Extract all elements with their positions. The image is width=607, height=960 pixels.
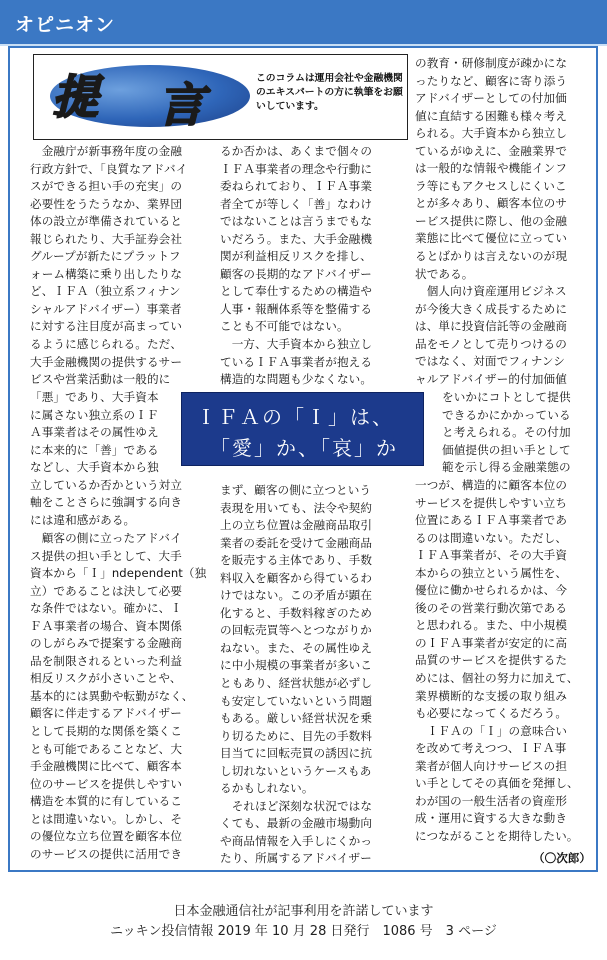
column-1-top (30, 143, 215, 389)
text-line: も安定していないという問題 (220, 693, 373, 708)
text-line: ているがゆえに、金融業界で (415, 143, 568, 158)
text-line: 軸をことさらに強調する向き (30, 495, 183, 510)
text-line: とも可能であることなど、大 (30, 741, 183, 756)
text-line: ったりなど、顧客に寄り添う (415, 73, 568, 88)
text-line: と思われる。また、中小規模 (415, 618, 568, 633)
text-line: 大手金融機関の提供するサー (30, 354, 183, 369)
text-line: り切るために、目先の手数料 (220, 728, 373, 743)
text-line: も必要になってくるだろう。 (415, 706, 568, 721)
column-3-bottom (415, 477, 579, 845)
text-line: につながることを期待したい。 (415, 828, 579, 843)
text-line: 品を制限されるといった利益 (30, 653, 183, 668)
text-line: ているＩＦＡ事業者が抱える (220, 354, 373, 369)
text-line: には違和感がある。 (30, 512, 136, 527)
text-line: それほど深刻な状況ではな (220, 798, 373, 813)
text-line: わが国の一般生活者の資産形 (415, 793, 568, 808)
text-line: 構造を本質的に有しているこ (30, 794, 183, 809)
text-line: の回転売買等へとつながりか (220, 623, 372, 638)
text-line: 「悪」であり、大手資本 (30, 390, 159, 404)
text-line: るように感じられる。ただ、 (30, 337, 183, 352)
text-line: 優位に働かせられるかは、今 (415, 583, 568, 598)
text-line: として長期的な関係を築くこ (30, 724, 183, 739)
text-line: ＩＦＡ事業者の理念や行動に (220, 161, 373, 176)
pull-quote-line-1: ＩＦＡの「Ｉ」は、 (196, 405, 394, 429)
text-line: や商品情報を入手しにくかっ (220, 833, 373, 848)
text-line: アドバイザーとしての付加価 (415, 91, 567, 106)
text-line: るのは間違いない。ただし、 (415, 530, 568, 545)
footer-publication-info: ニッキン投信情報 2019 年 10 月 28 日発行 1086 号 3 ページ (110, 924, 497, 939)
banner-kanji-left: 提 (52, 70, 98, 124)
text-line: として奉仕するための構造や (220, 284, 373, 299)
text-line: 一つが、構造的に顧客本位の (415, 478, 568, 492)
text-line: に本来的に「善」である (30, 442, 159, 457)
author-signature: （〇次郎） (533, 851, 591, 865)
text-line: 人事・報酬体系等を整備する (220, 301, 373, 316)
text-line: るか否かは、あくまで個々の (220, 144, 373, 158)
text-line: 行政方針で、「良質なアドバイ (30, 161, 188, 176)
text-line: ＩＦＡ事業者が、その大手資 (415, 548, 568, 563)
text-line: スができる担い手の充実」の (30, 179, 183, 194)
text-line: 後のその営業行動次第である (415, 600, 568, 615)
column-1-mid (30, 389, 182, 529)
column-banner (33, 54, 408, 140)
section-header (0, 0, 607, 46)
text-line: 委ねられており、ＩＦＡ事業 (220, 179, 373, 194)
text-line: のしがらみで提案する金融商 (30, 636, 183, 651)
text-line: 資本から「Ｉ」ndependent（独 (30, 566, 207, 581)
column-3-top (415, 55, 590, 388)
text-line: の教育・研修制度が疎かにな (415, 56, 568, 70)
text-line: グループが新たにプラットフ (30, 249, 181, 264)
column-2-top (220, 143, 372, 389)
text-line: のＩＦＡ事業者が安定的に高 (415, 635, 568, 650)
column-2-bottom (220, 482, 372, 868)
text-line: 顧客の長期的なアドバイザー (220, 266, 372, 281)
text-line: 位のサービスを提供しやすい (30, 776, 183, 791)
text-line: ービス提供に際し、他の金融 (415, 213, 568, 228)
text-line: 関が利益相反リスクを排し、 (220, 249, 372, 264)
pull-quote-box (181, 392, 424, 466)
text-line: 値に直結する困難も様々考え (415, 108, 568, 123)
text-line: し切れないというケースもあ (220, 763, 372, 778)
text-line: の優位な立ち位置を顧客本位 (30, 829, 183, 844)
text-line: 構造的な問題も少なくない。 (220, 372, 373, 387)
text-line: に中小規模の事業者が多いこ (220, 658, 373, 673)
text-line: 体の設立が準備されていると (30, 214, 183, 229)
text-line: 表現を用いても、法令や契約 (220, 500, 373, 515)
text-line: 本からの独立という属性を、 (415, 565, 568, 580)
text-line: もある。厳しい経営状況を乗 (220, 711, 373, 726)
text-line: 位置にあるＩＦＡ事業者であ (415, 513, 568, 528)
text-line: たり、所属するアドバイザー (220, 851, 372, 866)
text-line: な条件ではない。確かに、Ｉ (30, 601, 183, 616)
text-line: と考えられる。その付加 (442, 425, 571, 440)
banner-note: このコラムは運用会社や金融機関のエキスパートの方に執筆をお願いしています。 (256, 73, 403, 112)
column-3-mid (442, 389, 571, 477)
text-line: い手としてその真価を発揮し、 (415, 776, 579, 791)
text-line: 手金融機関に比べて、顧客本 (30, 759, 182, 774)
text-line: サービスを提供しやすい立ち (415, 495, 568, 510)
text-line: くても、最新の金融市場動向 (220, 816, 373, 831)
text-line: 業者が個人向けサービスの担 (415, 758, 568, 773)
text-line: を販売する主体であり、手数 (220, 553, 373, 568)
text-line: 金融庁が新事務年度の金融 (30, 144, 183, 158)
text-line: ＩＦＡの「Ｉ」の意味合い (415, 723, 568, 738)
text-line: 一方、大手資本から独立し (220, 337, 373, 352)
column-1-bottom (30, 530, 206, 863)
text-line: とは間違いない。しかし、そ (30, 811, 183, 826)
text-line: 状である。 (415, 266, 474, 281)
text-line: できるかにかかっている (442, 407, 571, 422)
text-line: るかもしれない。 (220, 781, 314, 796)
text-line: ＦＡ事業者の場合、資本関係 (30, 618, 183, 633)
text-line: 顧客の側に立ったアドバイ (30, 531, 182, 545)
text-line: 化すると、手数料稼ぎのため (220, 605, 373, 620)
text-line: は一般的な情報や機能インフ (415, 161, 568, 176)
banner-kanji-right: 言 (158, 78, 204, 132)
text-line: のサービスの提供に活用でき (30, 846, 183, 861)
text-line: めには、個社の努力に加えて、 (415, 671, 579, 686)
text-line: ど、ＩＦＡ（独立系フィナン (30, 284, 181, 299)
text-line: 報じられたり、大手証券会社 (30, 231, 183, 246)
text-line: は、単に投資信託等の金融商 (415, 319, 568, 334)
text-line: などし、大手資本から独 (30, 460, 159, 475)
text-line: けではない。この矛盾が顕在 (220, 588, 373, 603)
text-line: ではなく、対面でフィナンシ (415, 354, 565, 369)
footer-permission: 日本金融通信社が記事利用を許諾しています (173, 904, 434, 919)
text-line: ス提供の担い手として、大手 (30, 548, 182, 563)
text-line: ではないことは言うまでもな (220, 214, 373, 229)
text-line: 基本的には異動や転勤がなく、 (30, 688, 194, 703)
text-line: られる。大手資本から独立し (415, 126, 568, 141)
text-line: 相反リスクが小さいことや、 (30, 671, 182, 686)
text-line: ことも不可能ではない。 (220, 319, 349, 334)
text-line: 料収入を顧客から得ているわ (220, 570, 373, 585)
text-line: が今後大きく成長するために (415, 301, 568, 316)
text-line: 範を示し得る金融業態の (442, 460, 571, 475)
text-line: 業者の委託を受けて金融商品 (220, 535, 373, 550)
text-line: シャルアドバイザー）事業者 (30, 301, 182, 316)
text-line: 個人向け資産運用ビジネス (415, 284, 567, 299)
text-line: 立しているか否かという対立 (30, 477, 183, 492)
text-line: 必要性をうたうなか、業界団 (30, 196, 183, 211)
text-line: Ａ事業者はその属性ゆえ (30, 425, 159, 440)
section-title: オピニオン (15, 14, 116, 36)
text-line: 価値提供の担い手として (442, 442, 571, 457)
pull-quote-line-2: 「愛」か、「哀」か (210, 436, 398, 460)
text-line: 者全てが等しく「善」なわけ (220, 196, 373, 211)
text-line: るとばかりは言えないのが現 (415, 249, 568, 264)
text-line: 品をモノとして売りつけるの (415, 336, 567, 351)
text-line: 顧客に伴走するアドバイザー (30, 706, 182, 721)
text-line: 業界横断的な支援の取り組み (415, 688, 568, 703)
text-line: を改めて考えつつ、ＩＦＡ事 (415, 741, 567, 756)
text-line: に対する注目度が高まってい (30, 319, 183, 334)
text-line: ャルアドバイザー的付加価値 (415, 371, 567, 386)
text-line: ラ等にもアクセスしにくいこ (415, 178, 567, 193)
text-line: 上の立ち位置は金融商品取引 (220, 518, 373, 533)
text-line: ねない。また、その属性ゆえ (220, 640, 373, 655)
text-line: 目当てに回転売買の誘因に抗 (220, 746, 373, 761)
text-line: に属さない独立系のＩＦ (30, 407, 159, 422)
text-line: ォーム構築に乗り出したりな (30, 266, 183, 281)
text-line: ともあり、経営状態が必ずし (220, 676, 373, 691)
text-line: まず、顧客の側に立つという (220, 483, 372, 497)
text-line: とが多々あり、顧客本位のサ (415, 196, 568, 211)
text-line: 品質のサービスを提供するた (415, 653, 568, 668)
text-line: 成・運用に資する大きな動き (415, 811, 568, 826)
text-line: ビスや営業活動は一般的に (30, 372, 171, 387)
text-line: をいかにコトとして提供 (442, 390, 571, 404)
text-line: 立）であることは決して必要 (30, 583, 183, 598)
text-line: 業態に比べて優位に立ってい (415, 231, 568, 246)
text-line: いだろう。また、大手金融機 (220, 231, 373, 246)
